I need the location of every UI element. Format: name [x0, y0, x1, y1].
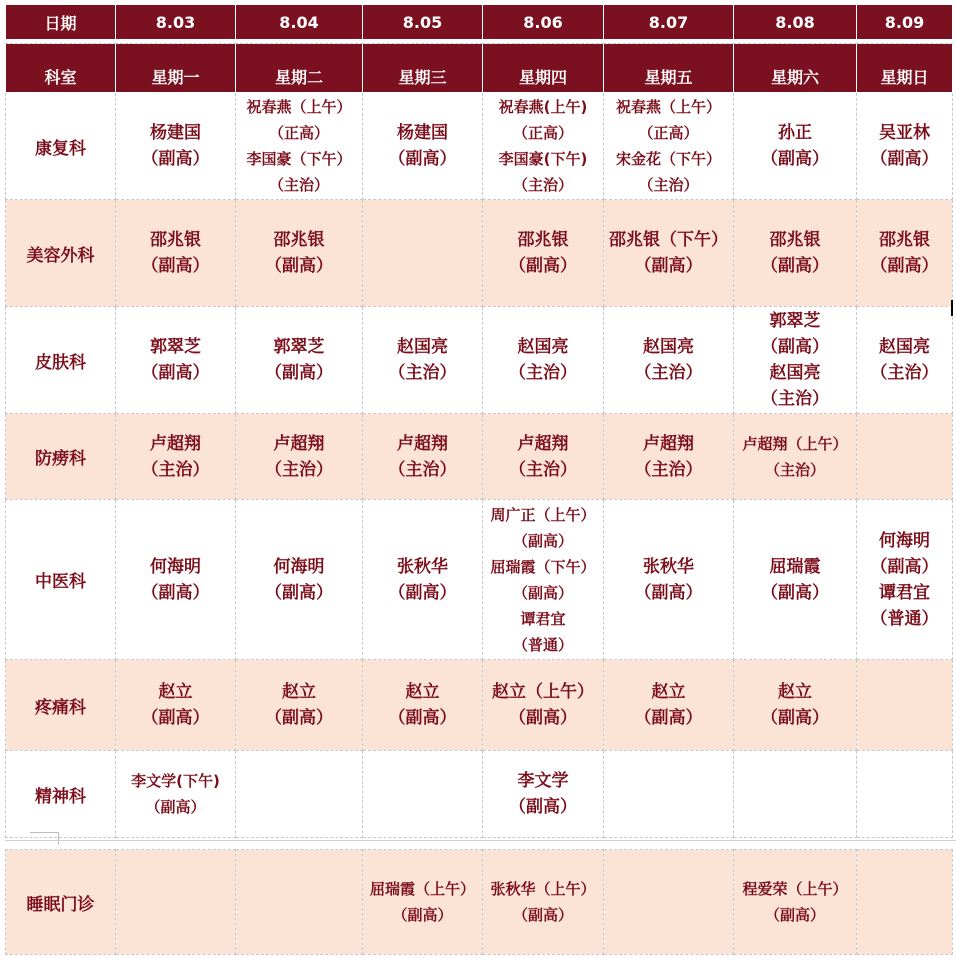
schedule-cell — [857, 660, 953, 751]
cell-line: （副高） — [634, 708, 703, 728]
cell-line: 赵立 — [405, 682, 440, 702]
cell-line: （副高） — [761, 337, 829, 357]
cell-line: 赵国亮 — [879, 337, 930, 357]
schedule-cell — [363, 660, 483, 751]
schedule-cell — [116, 414, 236, 500]
cell-line: （副高） — [388, 708, 457, 728]
cell-line: （副高） — [870, 256, 939, 276]
cell-line: 卢超翔 — [273, 433, 325, 454]
dept-row — [6, 660, 953, 751]
schedule-cell — [363, 307, 483, 414]
cell-line: 李国豪(下午) — [498, 150, 588, 168]
cell-line: 邵兆银 — [273, 230, 325, 250]
schedule-cell — [483, 414, 604, 500]
cell-line: （副高） — [509, 256, 577, 276]
cell-line: 杨建国 — [397, 123, 448, 143]
schedule-cell — [604, 500, 734, 660]
anchor-marker — [30, 832, 59, 845]
section-divider — [5, 840, 956, 841]
schedule-cell — [363, 500, 483, 660]
cell-line: （副高） — [761, 256, 829, 276]
cell-line: （正高） — [638, 124, 699, 142]
schedule-cell — [116, 660, 236, 751]
cell-line: （普通） — [512, 635, 573, 654]
schedule-cell — [236, 500, 363, 660]
cell-line: （副高） — [392, 906, 453, 924]
schedule-cell — [483, 93, 604, 200]
schedule-cell — [857, 93, 953, 200]
cell-line: （主治） — [870, 363, 939, 383]
cell-line: 邵兆银 — [769, 230, 821, 250]
cell-line: 屈瑞霞（下午） — [490, 557, 596, 576]
dept-row — [6, 500, 953, 660]
cell-line: 卢超翔 — [397, 433, 448, 454]
cell-line: （主治） — [388, 363, 457, 383]
cell-line: 赵立 — [778, 682, 812, 702]
cell-line: 李文学 — [517, 771, 569, 791]
cell-line: 卢超翔 — [517, 433, 569, 454]
cell-line: 赵立 — [651, 682, 686, 702]
weekday-header-row — [6, 44, 953, 93]
cell-line: （副高） — [265, 708, 333, 728]
weekday-cell: 星期一 — [116, 44, 236, 93]
schedule-cell — [236, 850, 363, 955]
schedule-cell — [734, 751, 857, 838]
cell-line: （副高） — [145, 798, 206, 816]
cell-line: 屈瑞霞 — [769, 556, 821, 577]
schedule-cell — [734, 500, 857, 660]
cell-line: 卢超翔（上午） — [742, 434, 848, 453]
dept-row — [6, 307, 953, 414]
cell-line: （副高） — [870, 556, 939, 577]
dept-name: 中医科 — [6, 500, 116, 660]
cell-line: （正高） — [268, 124, 329, 142]
cell-line: 卢超翔 — [150, 433, 201, 454]
cell-line: （主治） — [638, 176, 699, 194]
weekday-cell: 星期四 — [483, 44, 604, 93]
cell-line: （副高） — [512, 906, 573, 924]
schedule-cell — [236, 93, 363, 200]
cell-line: 卢超翔 — [643, 433, 694, 454]
cell-line: （主治） — [512, 176, 573, 194]
dept-name: 康复科 — [6, 93, 116, 200]
cell-line: （副高） — [512, 531, 573, 550]
dept-name: 皮肤科 — [6, 307, 116, 414]
dept-row — [6, 200, 953, 307]
dept-name: 美容外科 — [6, 200, 116, 307]
cell-line: 杨建国 — [150, 123, 201, 143]
cell-line: 赵立 — [158, 682, 193, 702]
cell-line: （副高） — [634, 582, 703, 603]
cell-line: （副高） — [509, 708, 577, 728]
cell-line: （副高） — [141, 256, 210, 276]
cell-line: 赵国亮 — [397, 337, 448, 357]
schedule-cell — [604, 200, 734, 307]
schedule-cell — [604, 660, 734, 751]
schedule-cell — [604, 307, 734, 414]
schedule-cell — [483, 751, 604, 838]
cell-line: （副高） — [870, 149, 939, 169]
cell-line: （副高） — [141, 149, 210, 169]
cell-line: （普通） — [870, 608, 939, 629]
cell-line: 赵立（上午） — [492, 682, 594, 702]
cell-line: 郭翠芝 — [273, 337, 325, 357]
schedule-cell — [857, 850, 953, 955]
schedule-cell — [236, 751, 363, 838]
cell-line: 邵兆银 — [517, 230, 569, 250]
schedule-cell — [483, 850, 604, 955]
cell-line: 邵兆银 — [879, 230, 930, 250]
cell-line: （副高） — [265, 363, 333, 383]
cell-line: （副高） — [265, 256, 333, 276]
cell-line: 张秋华 — [397, 556, 448, 577]
date-cell: 8.03 — [116, 5, 236, 40]
cell-line: （副高） — [509, 797, 577, 817]
cell-line: （副高） — [634, 256, 703, 276]
cell-line: （正高） — [512, 124, 573, 142]
weekday-cell: 星期三 — [363, 44, 483, 93]
dept-row — [6, 414, 953, 500]
date-header-row — [6, 5, 953, 40]
dept-name: 睡眠门诊 — [6, 850, 116, 955]
schedule-cell — [734, 200, 857, 307]
cell-line: 吴亚林 — [879, 123, 930, 143]
cell-line: 屈瑞霞（上午） — [369, 880, 475, 898]
schedule-cell — [734, 850, 857, 955]
date-label: 日期 — [6, 5, 116, 40]
cell-line: （副高） — [388, 149, 457, 169]
weekday-cell: 星期六 — [734, 44, 857, 93]
schedule-cell — [604, 850, 734, 955]
cell-line: （副高） — [761, 582, 829, 603]
schedule-cell — [236, 200, 363, 307]
schedule-cell — [483, 660, 604, 751]
dept-label: 科室 — [6, 44, 116, 93]
cell-line: 何海明 — [150, 556, 201, 577]
schedule-cell — [363, 850, 483, 955]
cell-line: 李文学(下午) — [131, 772, 220, 790]
cell-line: 邵兆银（下午） — [609, 230, 728, 250]
cell-line: （主治） — [634, 363, 703, 383]
cell-line: 李国豪（下午） — [246, 150, 352, 168]
dept-name: 精神科 — [6, 751, 116, 838]
cell-line: 邵兆银 — [150, 230, 201, 250]
cell-line: （副高） — [512, 583, 573, 602]
cell-line: 赵国亮 — [643, 337, 694, 357]
cell-line: （主治） — [388, 459, 457, 480]
schedule-cell — [734, 660, 857, 751]
cell-line: （主治） — [265, 459, 333, 480]
cell-line: 周广正（上午） — [490, 505, 596, 524]
date-cell: 8.06 — [483, 5, 604, 40]
cell-line: 程爱荣（上午） — [742, 880, 848, 898]
cell-line: 赵国亮 — [769, 363, 821, 383]
schedule-cell — [734, 307, 857, 414]
cell-line: 何海明 — [273, 556, 325, 577]
schedule-cell — [116, 200, 236, 307]
cell-line: （副高） — [761, 149, 829, 169]
schedule-cell — [116, 307, 236, 414]
cell-line: 何海明 — [879, 530, 930, 551]
schedule-cell — [236, 307, 363, 414]
cell-line: （主治） — [268, 176, 329, 194]
schedule-cell — [734, 414, 857, 500]
sleep-clinic-row — [6, 850, 953, 955]
cell-line: 张秋华 — [643, 556, 694, 577]
cell-line: 祝春燕（上午） — [246, 98, 352, 116]
schedule-cell — [857, 414, 953, 500]
cell-line: 赵国亮 — [517, 337, 569, 357]
weekday-cell: 星期五 — [604, 44, 734, 93]
date-cell: 8.07 — [604, 5, 734, 40]
cell-line: 张秋华（上午） — [490, 880, 596, 898]
schedule-cell — [116, 751, 236, 838]
schedule-cell — [363, 200, 483, 307]
weekday-cell: 星期二 — [236, 44, 363, 93]
cell-line: （副高） — [141, 363, 210, 383]
sleep-clinic-table — [5, 849, 953, 955]
cell-line: 孙正 — [778, 123, 812, 143]
dept-row — [6, 93, 953, 200]
schedule-cell — [857, 307, 953, 414]
cell-line: （副高） — [388, 582, 457, 603]
cell-line: 祝春燕（上午） — [615, 98, 721, 116]
schedule-table — [5, 4, 953, 838]
schedule-cell — [116, 93, 236, 200]
schedule-cell — [734, 93, 857, 200]
schedule-cell — [604, 93, 734, 200]
dept-name: 防痨科 — [6, 414, 116, 500]
text-cursor — [951, 300, 953, 316]
schedule-cell — [483, 307, 604, 414]
cell-line: （副高） — [761, 708, 829, 728]
schedule-cell — [363, 93, 483, 200]
schedule-cell — [363, 751, 483, 838]
cell-line: （主治） — [509, 363, 577, 383]
schedule-cell — [236, 414, 363, 500]
date-cell: 8.04 — [236, 5, 363, 40]
cell-line: 谭君宜 — [520, 609, 566, 628]
cell-line: 祝春燕(上午) — [498, 98, 588, 116]
cell-line: （主治） — [509, 459, 577, 480]
schedule-cell — [604, 414, 734, 500]
cell-line: 谭君宜 — [879, 582, 930, 603]
cell-line: （副高） — [265, 582, 333, 603]
cell-line: （主治） — [761, 389, 829, 409]
schedule-cell — [857, 751, 953, 838]
date-cell: 8.09 — [857, 5, 953, 40]
schedule-cell — [857, 500, 953, 660]
schedule-cell — [236, 660, 363, 751]
schedule-cell — [116, 500, 236, 660]
schedule-cell — [604, 751, 734, 838]
cell-line: （副高） — [141, 582, 210, 603]
cell-line: （副高） — [764, 906, 825, 924]
cell-line: 郭翠芝 — [150, 337, 201, 357]
cell-line: （副高） — [141, 708, 210, 728]
schedule-cell — [116, 850, 236, 955]
dept-row — [6, 751, 953, 838]
weekday-cell: 星期日 — [857, 44, 953, 93]
schedule-cell — [857, 200, 953, 307]
schedule-cell — [363, 414, 483, 500]
schedule-cell — [483, 500, 604, 660]
cell-line: 赵立 — [282, 682, 316, 702]
cell-line: 郭翠芝 — [769, 311, 821, 331]
dept-name: 疼痛科 — [6, 660, 116, 751]
date-cell: 8.05 — [363, 5, 483, 40]
cell-line: （主治） — [634, 459, 703, 480]
date-cell: 8.08 — [734, 5, 857, 40]
schedule-cell — [483, 200, 604, 307]
cell-line: 宋金花（下午） — [615, 150, 721, 168]
cell-line: （主治） — [764, 460, 825, 479]
cell-line: （主治） — [141, 459, 210, 480]
